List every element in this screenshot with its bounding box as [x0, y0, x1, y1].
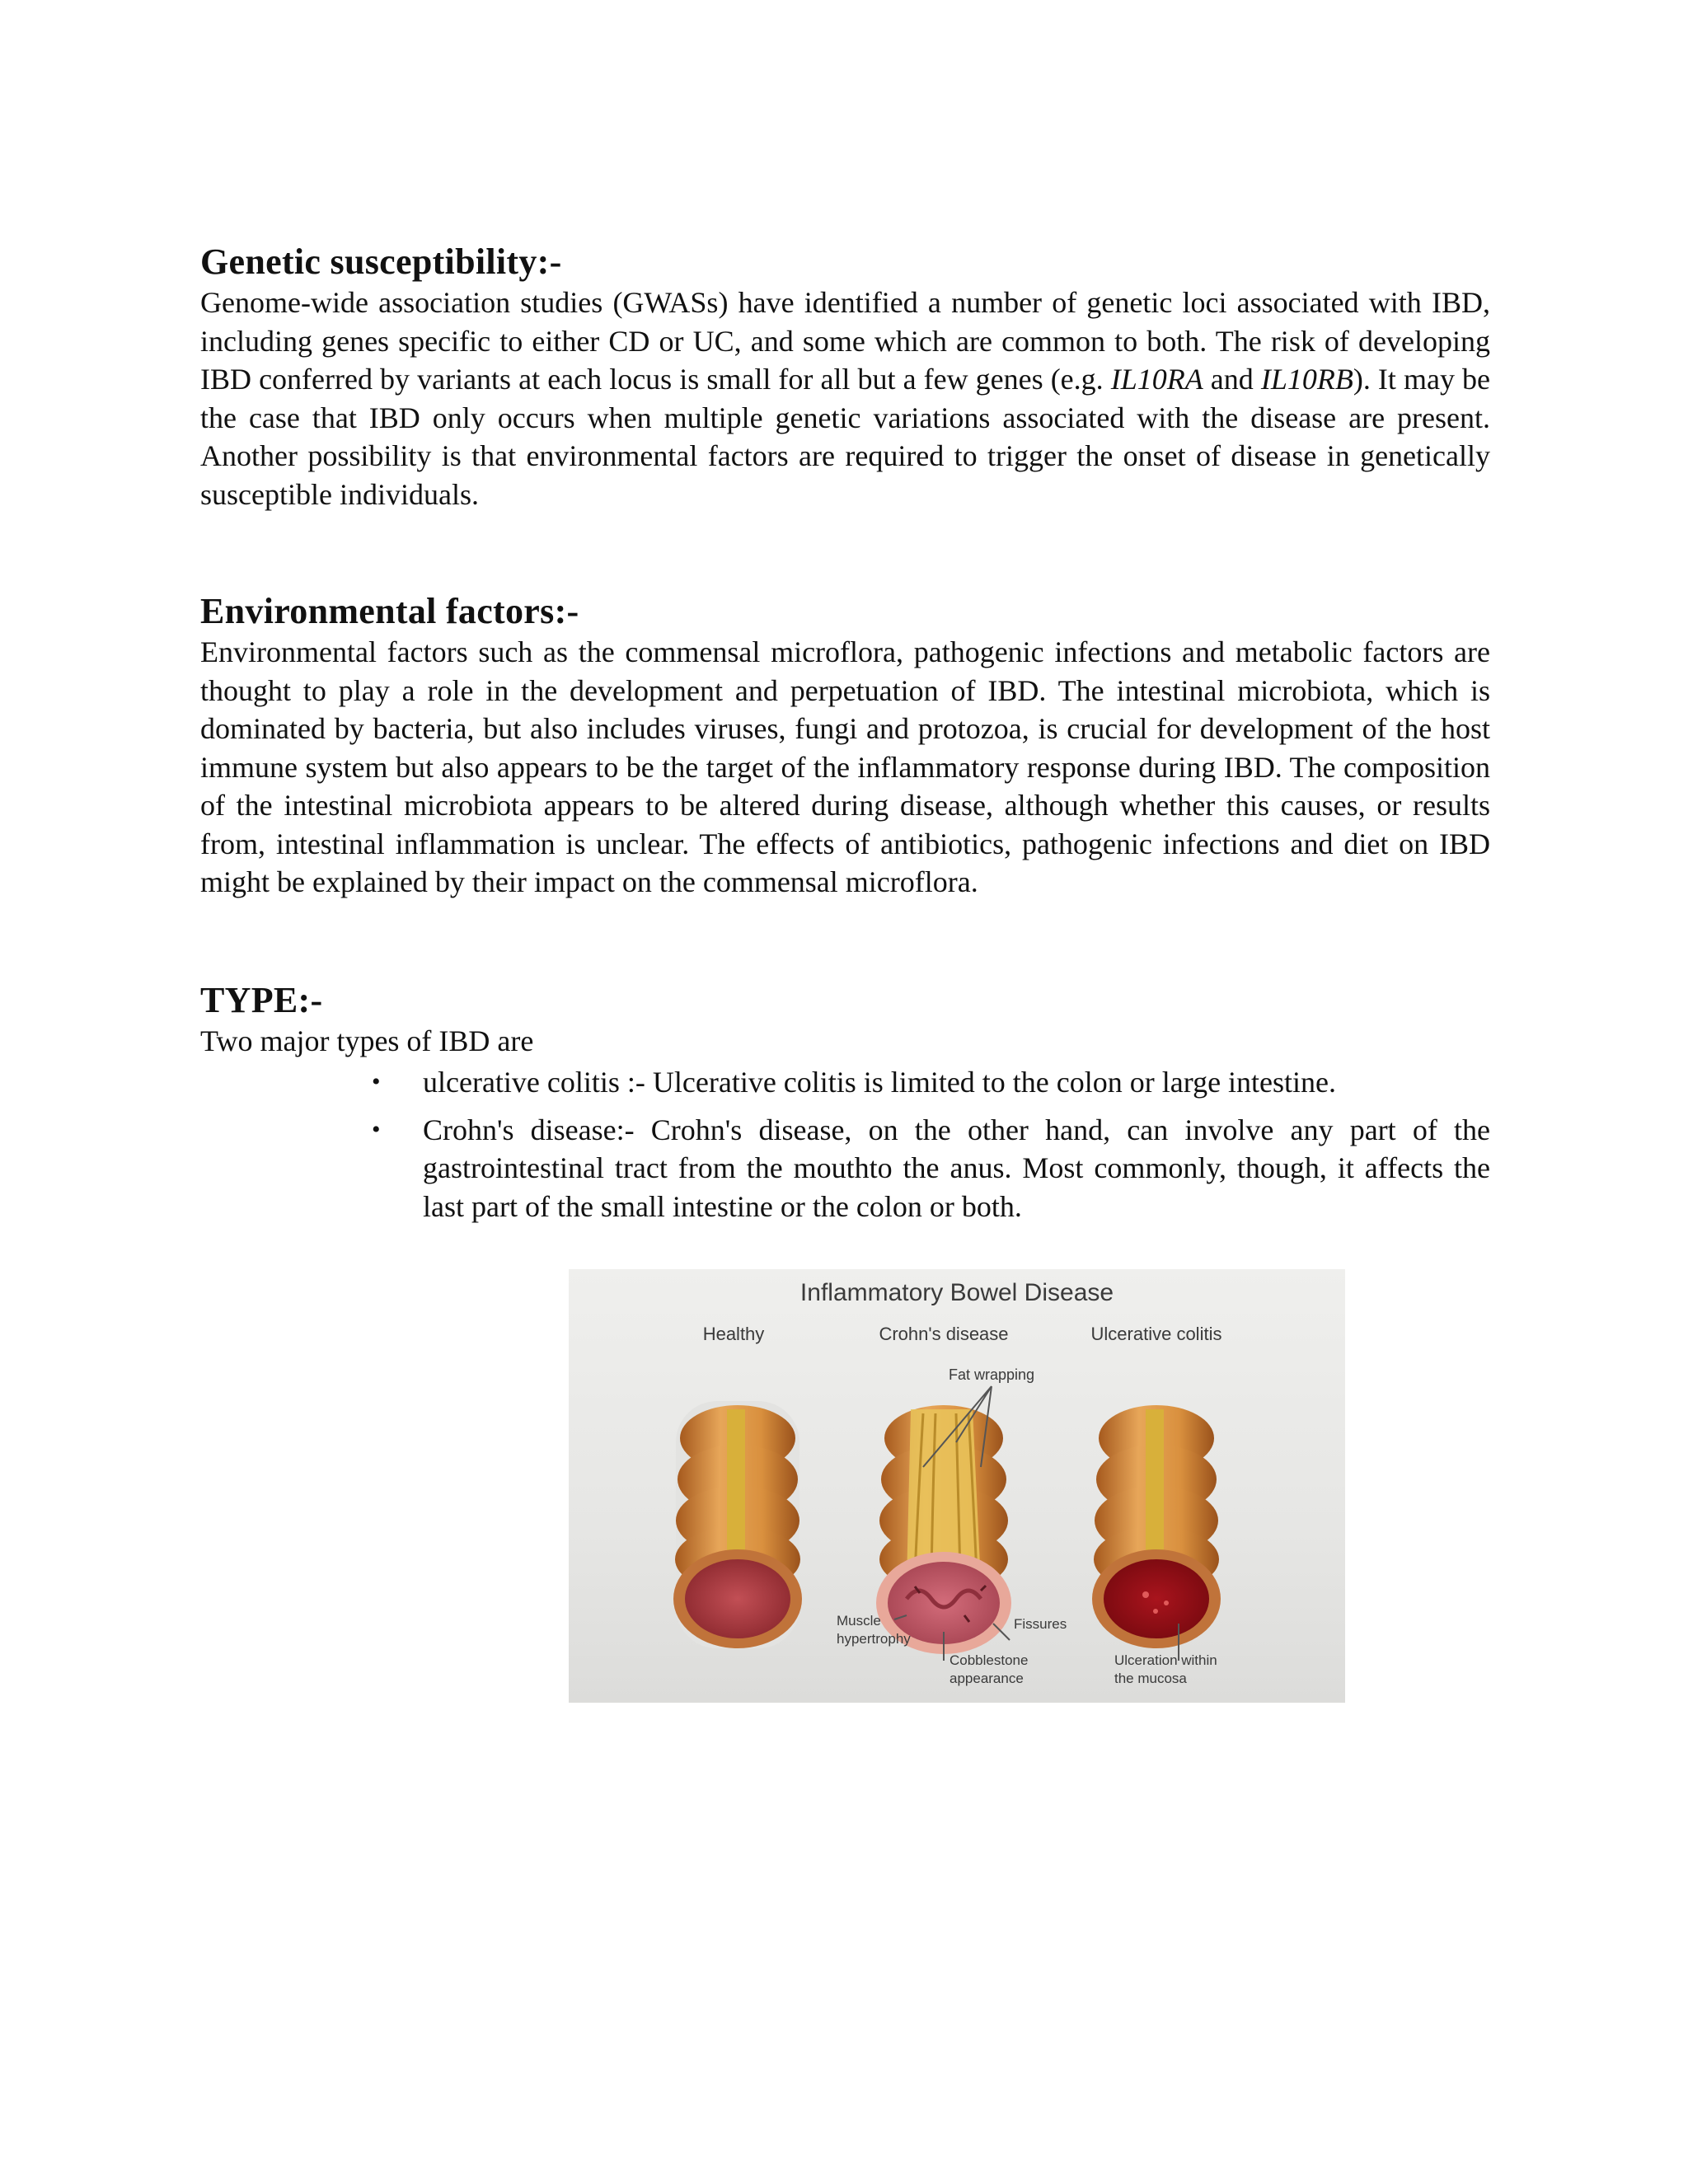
healthy-colon — [673, 1401, 802, 1648]
type-intro: Two major types of IBD are — [200, 1024, 534, 1057]
types-list — [372, 1063, 1490, 1226]
label-appearance: appearance — [950, 1671, 1024, 1686]
gene-il10ra: IL10RA — [1110, 363, 1203, 396]
figure-title: Inflammatory Bowel Disease — [799, 1279, 1114, 1306]
genetic-text-1: Genome-wide association studies (GWASs) have identified a number of genetic loci associated with IBD, including genes specific to either CD or UC, and some which are common to both. The risk of developing IBD conferred by variants at each locus is small for all but a few genes (e.g. — [200, 286, 1490, 396]
label-muscle: Muscle — [837, 1613, 881, 1629]
environmental-paragraph: Environmental factors such as the commensal microflora, pathogenic infections and metabolic factors are thought to play a role in the development and perpetuation of IBD. The intestinal microbiota, which is dominated by bacteria, but also includes viruses, fungi and protozoa, is crucial for development of the host immune system but also appears to be the target of the inflammatory response during IBD. The composition of the intestinal microbiota appears to be altered during disease, although whether this causes, or results from, intestinal inflammation is unclear. The effects of antibiotics, pathogenic infections and diet on IBD might be explained by their impact on the commensal microflora. — [200, 635, 1490, 898]
figure-col-ulcerative: Ulcerative colitis — [1090, 1324, 1222, 1344]
genetic-paragraph — [200, 284, 1490, 513]
label-fat-wrapping: Fat wrapping — [948, 1366, 1035, 1383]
genetic-section — [200, 241, 1490, 513]
label-ulceration: Ulceration within — [1114, 1652, 1217, 1668]
label-cobblestone: Cobblestone — [950, 1652, 1029, 1668]
environmental-heading: Environmental factors:- — [200, 591, 579, 631]
genetic-heading: Genetic susceptibility:- — [200, 241, 562, 282]
bullet-icon: • — [372, 1068, 381, 1095]
list-item — [372, 1063, 1490, 1102]
label-fissures: Fissures — [1014, 1616, 1067, 1632]
environmental-section — [200, 590, 1490, 902]
genetic-text-2: ). It may be the case that IBD only occurs when multiple genetic variations associated with the disease are present. Another possibility is that environmental factors are required to trigger the onset of disease in genetically susceptible individuals. — [200, 363, 1491, 511]
type-heading: TYPE:- — [200, 980, 323, 1020]
list-item — [372, 1111, 1490, 1226]
list-item-text: ulcerative colitis :- Ulcerative colitis is limited to the colon or large intestine. — [423, 1066, 1337, 1099]
type-section — [200, 979, 1490, 1060]
list-item-text: Crohn's disease:- Crohn's disease, on the other hand, can involve any part of the gastrointestinal tract from the mouthto the anus. Most commonly, though, it affects the last part of the small intestine or the colon or both. — [423, 1113, 1490, 1223]
gene-il10rb: IL10RB — [1260, 363, 1353, 396]
label-hypertrophy: hypertrophy — [837, 1631, 911, 1647]
crohns-colon — [876, 1386, 1011, 1654]
ibd-illustration — [569, 1269, 1345, 1703]
figure-col-crohns: Crohn's disease — [879, 1324, 1009, 1344]
label-mucosa: the mucosa — [1114, 1671, 1187, 1686]
ulcerative-colon — [1092, 1405, 1221, 1661]
genetic-text-and: and — [1203, 363, 1261, 396]
bullet-icon: • — [372, 1115, 381, 1143]
ibd-figure — [569, 1269, 1345, 1703]
figure-col-healthy: Healthy — [702, 1324, 765, 1344]
